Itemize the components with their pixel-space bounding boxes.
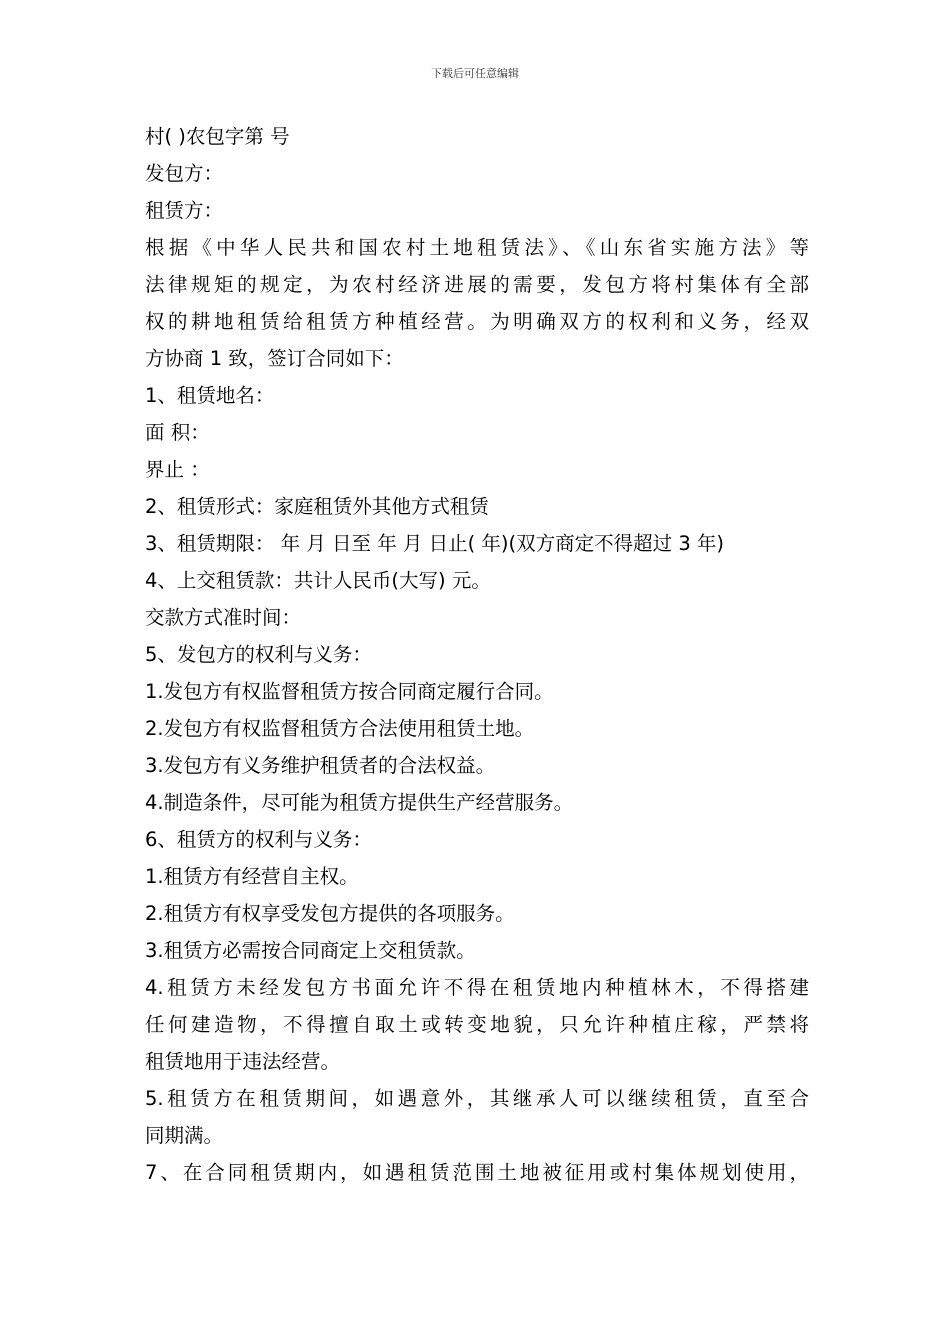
paragraph-line: 根据《中华人民共和国农村土地租赁法》、《山东省实施方法》等 bbox=[145, 236, 809, 259]
section-heading: 2、租赁形式：家庭租赁外其他方式租赁 bbox=[145, 495, 489, 518]
list-item: 3.租赁方必需按合同商定上交租赁款。 bbox=[145, 939, 476, 962]
section-heading: 1、租赁地名： bbox=[145, 384, 275, 407]
list-item: 4.制造条件，尽可能为租赁方提供生产经营服务。 bbox=[145, 791, 574, 814]
paragraph-line: 方协商 1 致，签订合同如下： bbox=[145, 347, 404, 370]
list-item: 同期满。 bbox=[145, 1124, 224, 1147]
page-header-note: 下载后可任意编辑 bbox=[431, 67, 519, 80]
paragraph-line: 权的耕地租赁给租赁方种植经营。为明确双方的权利和义务，经双 bbox=[145, 310, 809, 333]
contract-number-line: 村( )农包字第 号 bbox=[145, 125, 290, 148]
section-heading: 6、租赁方的权利与义务： bbox=[145, 828, 372, 851]
list-item: 1.租赁方有经营自主权。 bbox=[145, 865, 359, 888]
list-item: 任何建造物，不得擅自取土或转变地貌，只允许种植庄稼，严禁将 bbox=[145, 1013, 809, 1036]
section-heading: 4、上交租赁款：共计人民币(大写) 元。 bbox=[145, 569, 491, 592]
lessee-line: 租赁方： bbox=[145, 199, 224, 222]
section-heading: 7、在合同租赁期内，如遇租赁范围土地被征用或村集体规划使用， bbox=[145, 1161, 809, 1184]
document-body bbox=[145, 118, 809, 1191]
section-heading: 5、发包方的权利与义务： bbox=[145, 643, 372, 666]
list-item: 3.发包方有义务维护租赁者的合法权益。 bbox=[145, 754, 496, 777]
field-line: 面 积： bbox=[145, 421, 210, 444]
list-item: 5.租赁方在租赁期间，如遇意外，其继承人可以继续租赁，直至合 bbox=[145, 1087, 809, 1110]
lessor-line: 发包方： bbox=[145, 162, 224, 185]
paragraph-line: 法律规矩的规定，为农村经济进展的需要，发包方将村集体有全部 bbox=[145, 273, 809, 296]
field-line: 交款方式准时间： bbox=[145, 606, 302, 629]
list-item: 1.发包方有权监督租赁方按合同商定履行合同。 bbox=[145, 680, 554, 703]
list-item: 2.租赁方有权享受发包方提供的各项服务。 bbox=[145, 902, 515, 925]
section-heading: 3、租赁期限： 年 月 日至 年 月 日止( 年)(双方商定不得超过 3 年) bbox=[145, 532, 725, 555]
field-line: 界止 ： bbox=[145, 458, 210, 481]
list-item: 4.租赁方未经发包方书面允许不得在租赁地内种植林木，不得搭建 bbox=[145, 976, 809, 999]
list-item: 租赁地用于违法经营。 bbox=[145, 1050, 341, 1073]
list-item: 2.发包方有权监督租赁方合法使用租赁土地。 bbox=[145, 717, 535, 740]
